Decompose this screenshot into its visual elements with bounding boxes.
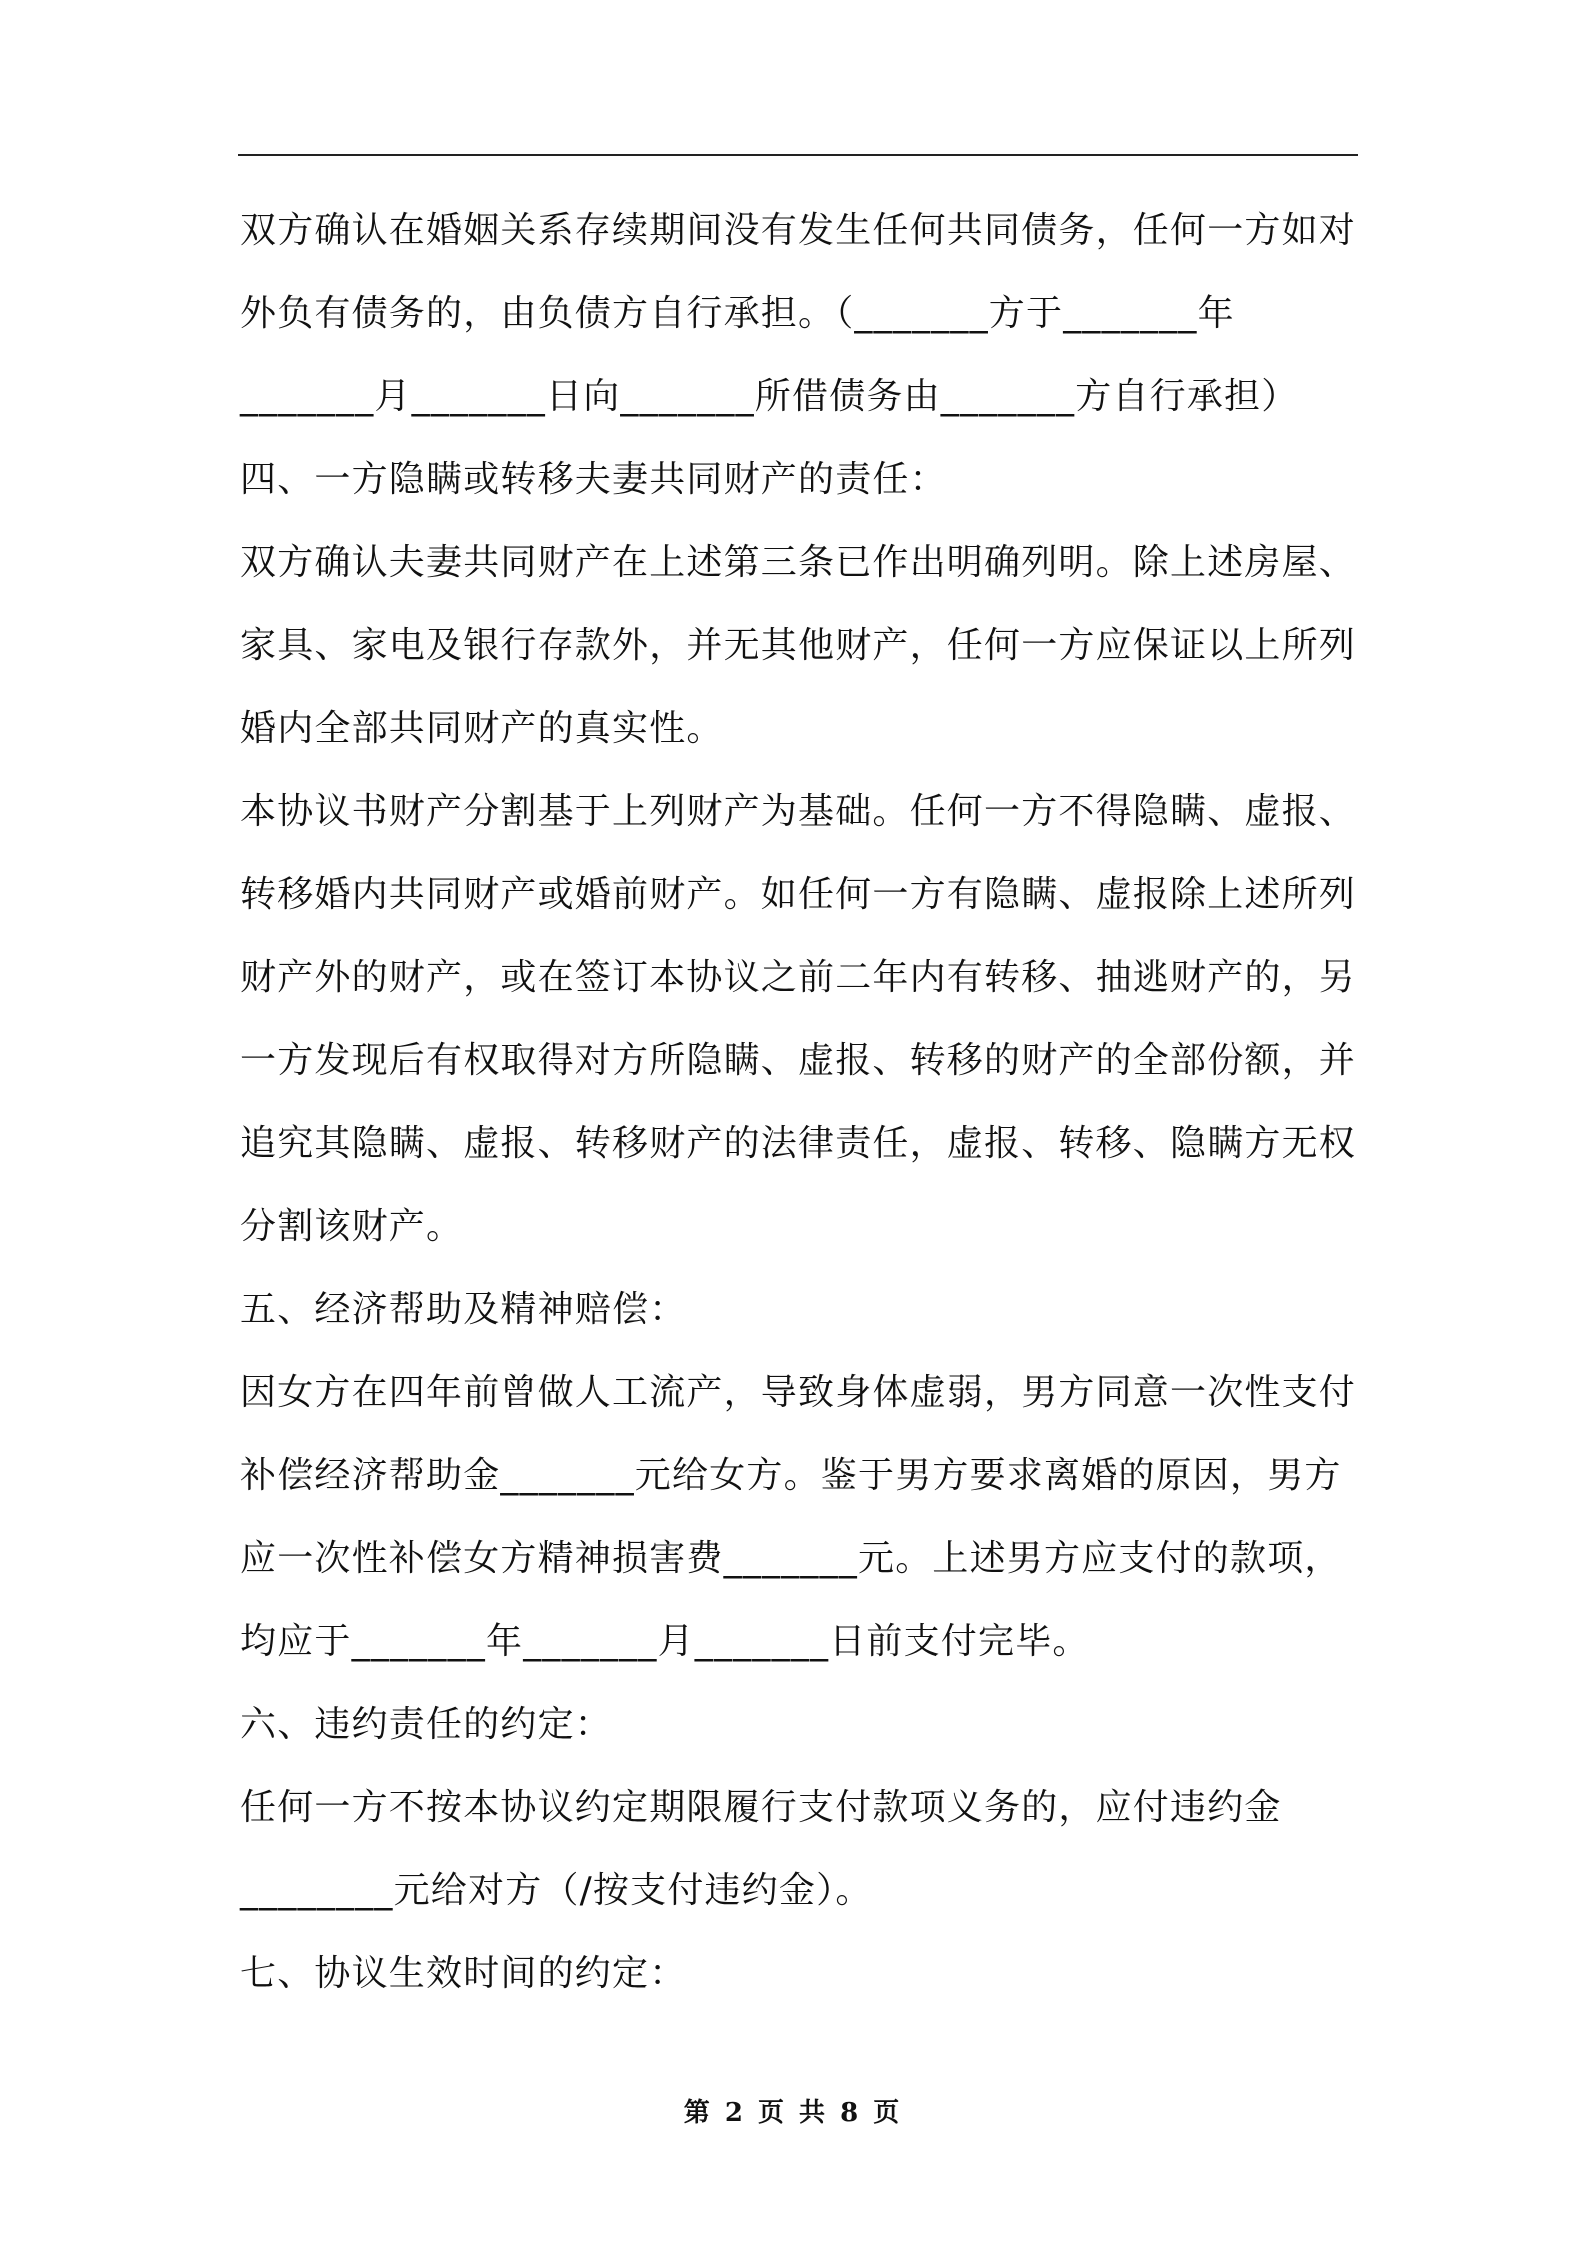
paragraph-line: 补偿经济帮助金_______元给女方。鉴于男方要求离婚的原因，男方 <box>240 1455 1342 1496</box>
paragraph-line: 双方确认在婚姻关系存续期间没有发生任何共同债务，任何一方如对 <box>240 210 1357 251</box>
page-number: 第 2 页 共 8 页 <box>683 2098 903 2128</box>
paragraph-line: 因女方在四年前曾做人工流产，导致身体虚弱，男方同意一次性支付 <box>240 1372 1357 1413</box>
paragraph-line: 财产外的财产，或在签订本协议之前二年内有转移、抽逃财产的，另 <box>240 957 1357 998</box>
paragraph-line: 转移婚内共同财产或婚前财产。如任何一方有隐瞒、虚报除上述所列 <box>240 874 1357 915</box>
paragraph-line: _______月_______日向_______所借债务由_______方自行承担） <box>240 376 1299 417</box>
paragraph-line: 分割该财产。 <box>240 1206 464 1247</box>
paragraph-line: 追究其隐瞒、虚报、转移财产的法律责任，虚报、转移、隐瞒方无权 <box>240 1123 1357 1164</box>
header-rule <box>238 154 1358 156</box>
paragraph-line: 家具、家电及银行存款外，并无其他财产，任何一方应保证以上所列 <box>240 625 1357 666</box>
paragraph-line: 本协议书财产分割基于上列财产为基础。任何一方不得隐瞒、虚报、 <box>240 791 1357 832</box>
section-heading: 四、一方隐瞒或转移夫妻共同财产的责任： <box>240 459 947 500</box>
paragraph-line: 一方发现后有权取得对方所隐瞒、虚报、转移的财产的全部份额，并 <box>240 1040 1357 1081</box>
paragraph-line: 任何一方不按本协议约定期限履行支付款项义务的，应付违约金 <box>240 1787 1282 1828</box>
paragraph-line: 外负有债务的，由负债方自行承担。（_______方于_______年 <box>240 293 1235 334</box>
paragraph-line: 婚内全部共同财产的真实性。 <box>240 708 724 749</box>
section-heading: 五、经济帮助及精神赔偿： <box>240 1289 687 1330</box>
paragraph-line: 应一次性补偿女方精神损害费_______元。上述男方应支付的款项， <box>240 1538 1342 1579</box>
section-heading: 六、违约责任的约定： <box>240 1704 613 1745</box>
paragraph-line: 均应于_______年_______月_______日前支付完毕。 <box>240 1621 1090 1662</box>
section-heading: 七、协议生效时间的约定： <box>240 1953 687 1994</box>
paragraph-line: ________元给对方（/按支付违约金）。 <box>240 1870 873 1911</box>
paragraph-line: 双方确认夫妻共同财产在上述第三条已作出明确列明。除上述房屋、 <box>240 542 1357 583</box>
